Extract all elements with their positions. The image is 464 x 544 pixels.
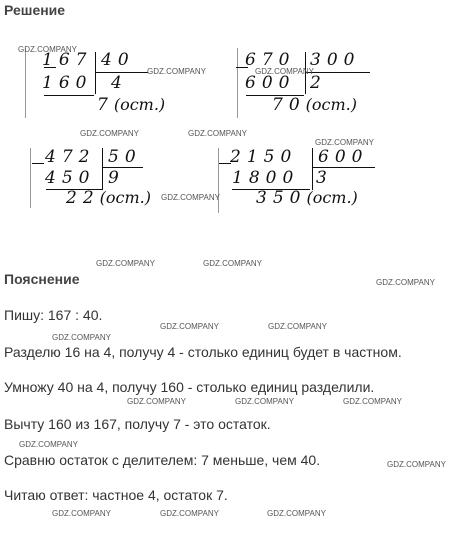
- explanation-line-2: Разделю 16 на 4, получу 4 - столько единиц будет в частном.: [4, 344, 402, 360]
- subtrahend-2: 600: [245, 73, 296, 93]
- subtrahend-4: 1800: [232, 168, 300, 188]
- remainder-2: 70: [272, 95, 306, 115]
- explanation-line-4: Вычту 160 из 167, получу 7 - это остаток.: [4, 416, 271, 432]
- remainder-note-1: (ост.): [113, 95, 166, 114]
- quotient-4: 3: [316, 168, 333, 188]
- watermark: GDZ.COMPANY: [160, 509, 219, 518]
- watermark: GDZ.COMPANY: [267, 509, 326, 518]
- watermark: GDZ.COMPANY: [52, 509, 111, 518]
- explanation-line-1: Пишу: 167 : 40.: [4, 307, 103, 323]
- watermark: GDZ.COMPANY: [80, 129, 139, 138]
- remainder-note-3: (ост.): [99, 188, 151, 207]
- watermark: GDZ.COMPANY: [387, 460, 446, 469]
- watermark: GDZ.COMPANY: [161, 193, 220, 202]
- remainder-1: 7: [97, 95, 114, 115]
- divisor-1: 40: [101, 50, 135, 70]
- watermark: GDZ.COMPANY: [376, 278, 435, 287]
- explanation-heading: Пояснение: [4, 271, 80, 287]
- dividend-1: 167: [42, 50, 93, 70]
- solution-heading: Решение: [4, 2, 66, 18]
- divisor-3: 50: [108, 147, 142, 167]
- watermark: GDZ.COMPANY: [19, 440, 78, 449]
- explanation-line-6: Читаю ответ: частное 4, остаток 7.: [4, 487, 228, 503]
- dividend-4: 2150: [230, 147, 298, 167]
- explanation-line-5: Сравню остаток с делителем: 7 меньше, чем 40.: [4, 452, 321, 468]
- remainder-note-2: (ост.): [305, 95, 357, 114]
- watermark: GDZ.COMPANY: [203, 259, 262, 268]
- watermark: GDZ.COMPANY: [343, 397, 402, 406]
- watermark: GDZ.COMPANY: [315, 138, 374, 147]
- watermark: GDZ.COMPANY: [18, 45, 77, 54]
- quotient-1: 4: [111, 73, 128, 93]
- quotient-3: 9: [108, 168, 125, 188]
- subtrahend-3: 450: [45, 168, 96, 188]
- remainder-note-4: (ост.): [306, 188, 358, 207]
- dividend-2: 670: [245, 50, 296, 70]
- watermark: GDZ.COMPANY: [96, 259, 155, 268]
- divisor-2: 300: [310, 50, 361, 70]
- quotient-2: 2: [310, 73, 327, 93]
- watermark: GDZ.COMPANY: [255, 67, 314, 76]
- watermark: GDZ.COMPANY: [268, 322, 327, 331]
- watermark: GDZ.COMPANY: [52, 333, 111, 342]
- remainder-4: 350: [256, 188, 307, 208]
- watermark: GDZ.COMPANY: [235, 397, 294, 406]
- dividend-3: 472: [45, 147, 96, 167]
- watermark: GDZ.COMPANY: [147, 67, 206, 76]
- remainder-3: 22: [66, 188, 100, 208]
- watermark: GDZ.COMPANY: [160, 322, 219, 331]
- watermark: GDZ.COMPANY: [188, 129, 247, 138]
- explanation-line-3: Умножу 40 на 4, получу 160 - столько единиц разделили.: [4, 379, 375, 395]
- watermark: GDZ.COMPANY: [127, 397, 186, 406]
- subtrahend-1: 160: [42, 73, 93, 93]
- divisor-4: 600: [318, 147, 369, 167]
